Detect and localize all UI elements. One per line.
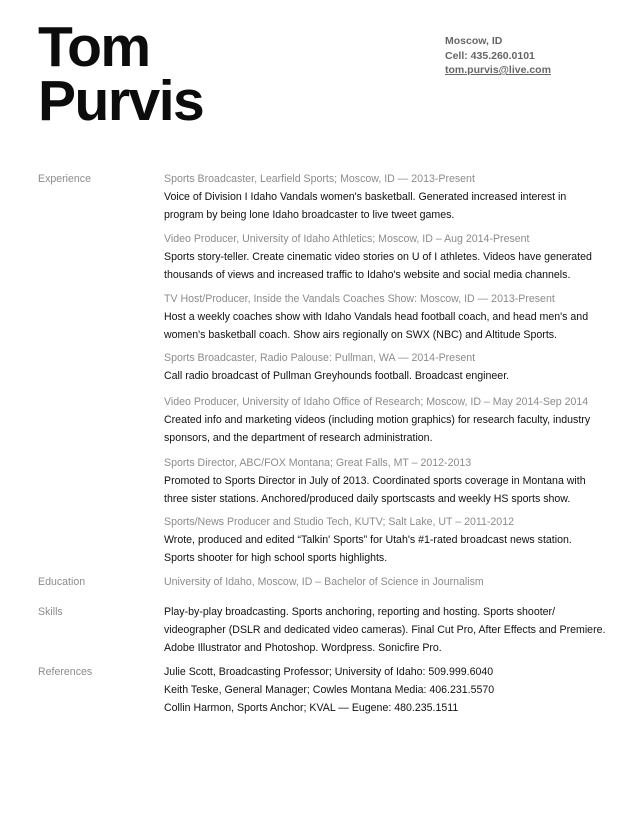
- entry-line: Call radio broadcast of Pullman Greyhounds football. Broadcast engineer.: [164, 370, 510, 382]
- experience-entry: [164, 170, 566, 224]
- experience-entry: [164, 393, 590, 447]
- entry-line: Sports story-teller. Create cinematic video stories on U of I athletes. Videos have generated: [164, 251, 592, 263]
- entry-description: [164, 367, 509, 385]
- contact-block: [445, 34, 551, 78]
- skills-line: Play-by-play broadcasting. Sports anchoring, reporting and hosting. Sports shooter/: [164, 606, 556, 618]
- reference-line: Collin Harmon, Sports Anchor; KVAL — Eugene: 480.235.1511: [164, 702, 459, 714]
- entry-description: [164, 411, 590, 447]
- experience-entry: [164, 290, 588, 344]
- section-label-references: References: [38, 666, 93, 678]
- entry-line: Host a weekly coaches show with Idaho Vandals head football coach, and head men's and: [164, 311, 589, 323]
- entry-line: thousands of views and increased traffic to Idaho's website and social media channels.: [164, 269, 571, 281]
- entry-line: sponsors, and the department of research administration.: [164, 432, 433, 444]
- references-body: [164, 663, 610, 717]
- last-name: Purvis: [38, 69, 204, 133]
- entry-line: women's basketball coach. Show airs regionally on SWX (NBC) and Altitude Sports.: [164, 329, 557, 341]
- skills-line: Adobe Illustrator and Photoshop. Wordpress. Sonicfire Pro.: [164, 642, 442, 654]
- entry-line: Sports shooter for high school sports highlights.: [164, 552, 388, 564]
- entry-description: [164, 188, 566, 224]
- reference-line: Keith Teske, General Manager; Cowles Montana Media: 406.231.5570: [164, 684, 495, 696]
- reference-line: Julie Scott, Broadcasting Professor; University of Idaho: 509.999.6040: [164, 666, 494, 678]
- experience-entry: [164, 349, 509, 385]
- experience-entry: [164, 230, 592, 284]
- location: Moscow, ID: [445, 35, 503, 47]
- education-text: University of Idaho, Moscow, ID – Bachelor of Science in Journalism: [164, 576, 484, 588]
- education-body: [164, 573, 610, 591]
- experience-entry: [164, 513, 572, 567]
- entry-title: Video Producer, University of Idaho Athletics; Moscow, ID – Aug 2014-Present: [164, 233, 530, 245]
- candidate-name: [38, 15, 204, 133]
- email-link[interactable]: tom.purvis@live.com: [445, 64, 551, 76]
- entry-title: Sports/News Producer and Studio Tech, KUTV; Salt Lake, UT – 2011-2012: [164, 516, 514, 528]
- entry-title: Sports Broadcaster, Radio Palouse: Pullman, WA — 2014-Present: [164, 352, 476, 364]
- entry-title: Sports Director, ABC/FOX Montana; Great Falls, MT – 2012-2013: [164, 457, 472, 469]
- entry-title: Sports Broadcaster, Learfield Sports; Moscow, ID — 2013-Present: [164, 173, 475, 185]
- entry-line: three sister stations. Anchored/produced daily sportscasts and weekly HS sports show.: [164, 493, 571, 505]
- first-name: Tom: [38, 15, 150, 79]
- entry-line: Voice of Division I Idaho Vandals women's basketball. Generated increased interest in: [164, 191, 567, 203]
- section-label-education: Education: [38, 576, 86, 588]
- entry-line: Promoted to Sports Director in July of 2013. Coordinated sports coverage in Montana with: [164, 475, 586, 487]
- experience-entry: [164, 454, 586, 508]
- skills-body: [164, 603, 610, 657]
- entry-description: [164, 248, 592, 284]
- entry-line: program by being lone Idaho broadcaster to live tweet games.: [164, 209, 455, 221]
- entry-description: [164, 472, 586, 508]
- section-label-skills: Skills: [38, 606, 63, 618]
- section-label-experience: Experience: [38, 173, 91, 185]
- cell-phone: Cell: 435.260.0101: [445, 49, 535, 62]
- entry-title: TV Host/Producer, Inside the Vandals Coaches Show: Moscow, ID — 2013-Present: [164, 293, 555, 305]
- skills-line: videographer (DSLR and dedicated video cameras). Final Cut Pro, After Effects and Premiere.: [164, 624, 606, 636]
- entry-line: Wrote, produced and edited “Talkin' Sports” for Utah's #1-rated broadcast news station.: [164, 534, 572, 546]
- entry-line: Created info and marketing videos (including motion graphics) for research faculty, industry: [164, 414, 591, 426]
- entry-description: [164, 308, 588, 344]
- entry-description: [164, 531, 572, 567]
- entry-title: Video Producer, University of Idaho Office of Research; Moscow, ID – May 2014-Sep 2014: [164, 396, 589, 408]
